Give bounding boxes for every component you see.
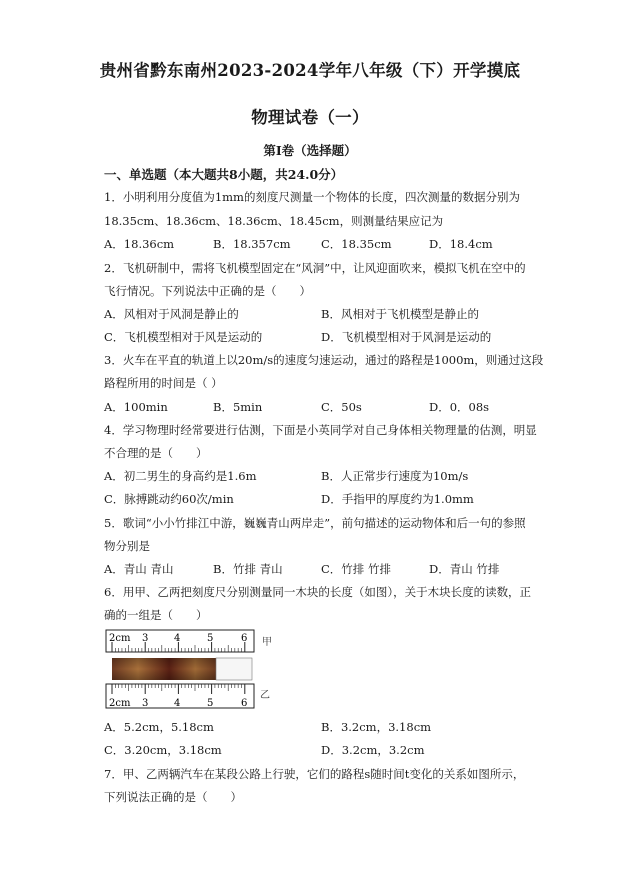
question-3-line-2: 路程所用的时间是（ ）: [104, 376, 223, 390]
q1-option-a: A．18.36cm: [104, 237, 175, 251]
ruler-yi-ticks: [112, 684, 245, 694]
q5-option-b: B．竹排 青山: [213, 562, 283, 576]
question-7-line-1: 7．甲、乙两辆汽车在某段公路上行驶，它们的路程s随时间t变化的关系如图所示，: [104, 767, 525, 781]
q1-option-c: C．18.35cm: [321, 237, 392, 251]
ruler-jia-name: 甲: [262, 637, 272, 648]
question-1-line-2: 18.35cm、18.36cm、18.36cm、18.45cm，则测量结果应记为: [104, 214, 444, 228]
question-1-line-1: 1．小明利用分度值为1mm的刻度尺测量一个物体的长度，四次测量的数据分别为: [104, 190, 520, 204]
question-6-line-2: 确的一组是（ ）: [104, 608, 208, 622]
ruler-jia-label-2cm: 2cm: [109, 633, 131, 644]
q4-option-c: C．脉搏跳动约60次/min: [104, 492, 234, 506]
q2-option-d: D．飞机模型相对于风洞是运动的: [321, 330, 492, 344]
q1-option-d: D．18.4cm: [429, 237, 493, 251]
question-5-line-1: 5．歌词“小小竹排江中游，巍巍青山两岸走”，前句描述的运动物体和后一句的参照: [104, 516, 526, 530]
q2-option-a: A．风相对于风洞是静止的: [104, 307, 239, 321]
ruler-yi-label-5: 5: [207, 698, 214, 709]
ruler-yi-label-2cm: 2cm: [109, 698, 131, 709]
question-5-line-2: 物分别是: [104, 539, 150, 553]
q4-option-d: D．手指甲的厚度约为1.0mm: [321, 492, 474, 506]
question-3-line-1: 3．火车在平直的轨道上以20m/s的速度匀速运动，通过的路程是1000m，则通过这段: [104, 353, 544, 367]
ruler-yi-label-6: 6: [241, 698, 248, 709]
q3-option-a: A．100min: [104, 400, 168, 414]
question-2-line-2: 飞行情况。下列说法中正确的是（ ）: [104, 284, 311, 298]
q6-option-b: B．3.2cm，3.18cm: [321, 720, 432, 734]
question-4-line-2: 不合理的是（ ）: [104, 446, 208, 460]
ruler-yi-name: 乙: [260, 690, 270, 701]
exam-title: 贵州省黔东南州2023-2024学年八年级（下）开学摸底: [99, 61, 521, 80]
question-6-line-1: 6．用甲、乙两把刻度尺分别测量同一木块的长度（如图），关于木块长度的读数，正: [104, 585, 532, 599]
ruler-jia-label-5: 5: [207, 633, 214, 644]
ruler-jia-label-6: 6: [241, 633, 248, 644]
ruler-yi-label-3: 3: [142, 698, 149, 709]
q1-option-b: B．18.357cm: [213, 237, 291, 251]
volume-title: 第I卷（选择题）: [263, 143, 357, 158]
q5-option-a: A．青山 青山: [104, 562, 174, 576]
question-7-line-2: 下列说法正确的是（ ）: [104, 790, 242, 804]
q3-option-b: B．5min: [213, 400, 263, 414]
ruler-jia-label-4: 4: [174, 633, 181, 644]
q5-option-c: C．竹排 竹排: [321, 562, 391, 576]
ruler-figure: [104, 628, 274, 712]
q4-option-b: B．人正常步行速度为10m/s: [321, 469, 469, 483]
ruler-yi-label-4: 4: [174, 698, 181, 709]
q3-option-d: D．0．08s: [429, 400, 490, 414]
ruler-diagram: [104, 628, 274, 712]
q4-option-a: A．初二男生的身高约是1.6m: [104, 469, 257, 483]
q3-option-c: C．50s: [321, 400, 362, 414]
exam-subtitle: 物理试卷（一）: [251, 108, 369, 127]
q6-option-a: A．5.2cm，5.18cm: [104, 720, 214, 734]
ruler-jia-label-3: 3: [142, 633, 149, 644]
q6-option-d: D．3.2cm，3.2cm: [321, 743, 425, 757]
q6-option-c: C．3.20cm，3.18cm: [104, 743, 222, 757]
question-2-line-1: 2．飞机研制中，需将飞机模型固定在“风洞”中，让风迎面吹来，模拟飞机在空中的: [104, 261, 526, 275]
q2-option-c: C．飞机模型相对于风是运动的: [104, 330, 263, 344]
q2-option-b: B．风相对于飞机模型是静止的: [321, 307, 479, 321]
q5-option-d: D．青山 竹排: [429, 562, 500, 576]
section-heading: 一、单选题（本大题共8小题，共24.0分）: [104, 167, 344, 182]
question-4-line-1: 4．学习物理时经常要进行估测，下面是小英同学对自己身体相关物理量的估测，明显: [104, 423, 537, 437]
